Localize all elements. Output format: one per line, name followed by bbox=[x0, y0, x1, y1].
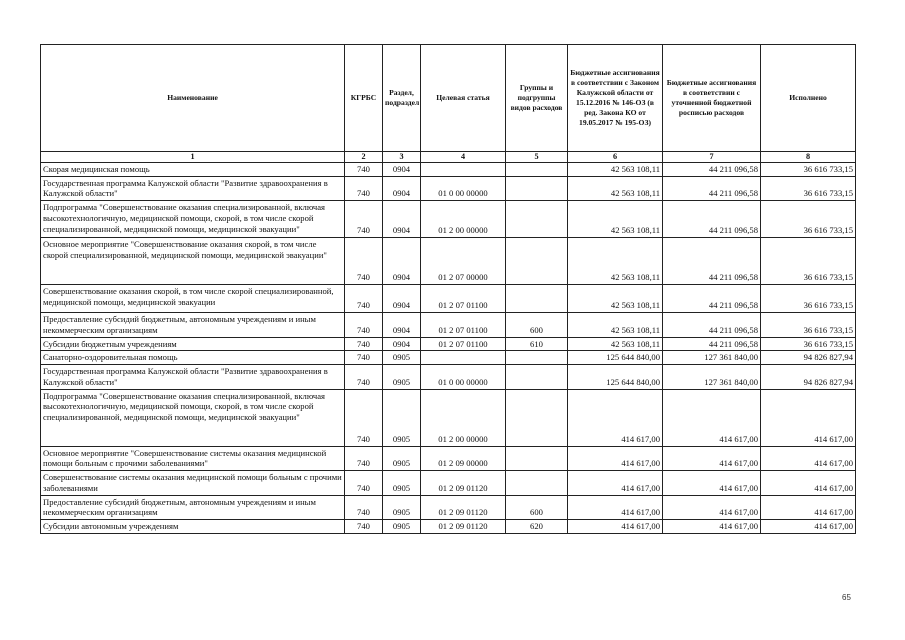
row-kgrbs: 740 bbox=[345, 176, 383, 200]
row-done-amount: 36 616 733,15 bbox=[761, 313, 856, 337]
row-group bbox=[506, 201, 568, 238]
row-law-amount: 42 563 108,11 bbox=[568, 176, 663, 200]
row-kgrbs: 740 bbox=[345, 495, 383, 519]
header-updated: Бюджетные ассигнования в соответствии с уточненной бюджетной росписью расходов bbox=[663, 45, 761, 152]
row-section: 0905 bbox=[383, 520, 421, 534]
row-name: Скорая медицинская помощь bbox=[41, 163, 345, 177]
row-name: Совершенствование оказания скорой, в том числе скорой специализированной, медицинской помощи, медицинской эвакуации bbox=[41, 285, 345, 313]
row-section: 0904 bbox=[383, 163, 421, 177]
row-done-amount: 414 617,00 bbox=[761, 520, 856, 534]
table-row bbox=[41, 471, 856, 495]
table-row bbox=[41, 163, 856, 177]
row-done-amount: 414 617,00 bbox=[761, 495, 856, 519]
row-updated-amount: 414 617,00 bbox=[663, 495, 761, 519]
row-kgrbs: 740 bbox=[345, 337, 383, 351]
row-kgrbs: 740 bbox=[345, 163, 383, 177]
page-number: 65 bbox=[842, 593, 851, 602]
column-number: 4 bbox=[421, 152, 506, 163]
row-section: 0904 bbox=[383, 337, 421, 351]
row-group bbox=[506, 471, 568, 495]
table-row bbox=[41, 238, 856, 285]
column-number: 2 bbox=[345, 152, 383, 163]
row-group bbox=[506, 285, 568, 313]
row-updated-amount: 127 361 840,00 bbox=[663, 351, 761, 365]
row-name: Субсидии автономным учреждениям bbox=[41, 520, 345, 534]
table-row bbox=[41, 389, 856, 446]
row-section: 0905 bbox=[383, 446, 421, 470]
column-number-row bbox=[41, 152, 856, 163]
header-section: Раздел, подраздел bbox=[383, 45, 421, 152]
row-done-amount: 414 617,00 bbox=[761, 446, 856, 470]
column-number: 3 bbox=[383, 152, 421, 163]
column-number: 1 bbox=[41, 152, 345, 163]
row-done-amount: 36 616 733,15 bbox=[761, 238, 856, 285]
column-number: 7 bbox=[663, 152, 761, 163]
row-law-amount: 414 617,00 bbox=[568, 471, 663, 495]
header-done: Исполнено bbox=[761, 45, 856, 152]
row-updated-amount: 414 617,00 bbox=[663, 446, 761, 470]
row-section: 0905 bbox=[383, 351, 421, 365]
row-target bbox=[421, 351, 506, 365]
row-done-amount: 36 616 733,15 bbox=[761, 337, 856, 351]
header-groups: Группы и подгруппы видов расходов bbox=[506, 45, 568, 152]
row-target: 01 0 00 00000 bbox=[421, 176, 506, 200]
table-row bbox=[41, 176, 856, 200]
row-done-amount: 36 616 733,15 bbox=[761, 176, 856, 200]
row-kgrbs: 740 bbox=[345, 313, 383, 337]
row-section: 0904 bbox=[383, 201, 421, 238]
table-row bbox=[41, 351, 856, 365]
row-done-amount: 36 616 733,15 bbox=[761, 285, 856, 313]
row-group bbox=[506, 176, 568, 200]
row-law-amount: 125 644 840,00 bbox=[568, 351, 663, 365]
row-kgrbs: 740 bbox=[345, 471, 383, 495]
row-target: 01 0 00 00000 bbox=[421, 365, 506, 389]
row-group: 600 bbox=[506, 313, 568, 337]
row-done-amount: 414 617,00 bbox=[761, 471, 856, 495]
row-target: 01 2 09 01120 bbox=[421, 495, 506, 519]
table-row bbox=[41, 495, 856, 519]
row-updated-amount: 44 211 096,58 bbox=[663, 238, 761, 285]
row-kgrbs: 740 bbox=[345, 446, 383, 470]
row-updated-amount: 44 211 096,58 bbox=[663, 176, 761, 200]
row-group: 610 bbox=[506, 337, 568, 351]
row-name: Совершенствование системы оказания медицинской помощи больным с прочими заболеваниями bbox=[41, 471, 345, 495]
row-law-amount: 42 563 108,11 bbox=[568, 163, 663, 177]
row-kgrbs: 740 bbox=[345, 520, 383, 534]
row-target: 01 2 07 01100 bbox=[421, 313, 506, 337]
row-name: Основное мероприятие "Совершенствование оказания скорой, в том числе скорой специализированной, медицинской помощи, медицинской эвакуации" bbox=[41, 238, 345, 285]
row-name: Основное мероприятие "Совершенствование системы оказания медицинской помощи больным с прочими заболеваниями" bbox=[41, 446, 345, 470]
header-name: Наименование bbox=[41, 45, 345, 152]
table-row bbox=[41, 365, 856, 389]
row-target: 01 2 09 01120 bbox=[421, 520, 506, 534]
row-target: 01 2 07 01100 bbox=[421, 337, 506, 351]
row-updated-amount: 44 211 096,58 bbox=[663, 285, 761, 313]
row-name: Санаторно-оздоровительная помощь bbox=[41, 351, 345, 365]
row-name: Государственная программа Калужской области "Развитие здравоохранения в Калужской области" bbox=[41, 365, 345, 389]
row-group bbox=[506, 351, 568, 365]
row-law-amount: 42 563 108,11 bbox=[568, 238, 663, 285]
row-section: 0905 bbox=[383, 389, 421, 446]
row-name: Субсидии бюджетным учреждениям bbox=[41, 337, 345, 351]
table-row bbox=[41, 201, 856, 238]
row-target: 01 2 00 00000 bbox=[421, 201, 506, 238]
column-number: 5 bbox=[506, 152, 568, 163]
row-updated-amount: 127 361 840,00 bbox=[663, 365, 761, 389]
row-kgrbs: 740 bbox=[345, 238, 383, 285]
row-law-amount: 42 563 108,11 bbox=[568, 313, 663, 337]
row-group bbox=[506, 238, 568, 285]
row-group bbox=[506, 446, 568, 470]
table-row bbox=[41, 520, 856, 534]
row-law-amount: 414 617,00 bbox=[568, 389, 663, 446]
row-done-amount: 94 826 827,94 bbox=[761, 365, 856, 389]
row-updated-amount: 414 617,00 bbox=[663, 471, 761, 495]
row-law-amount: 42 563 108,11 bbox=[568, 337, 663, 351]
table-row bbox=[41, 313, 856, 337]
header-target: Целевая статья bbox=[421, 45, 506, 152]
table-row bbox=[41, 446, 856, 470]
row-group bbox=[506, 163, 568, 177]
row-section: 0905 bbox=[383, 365, 421, 389]
row-done-amount: 36 616 733,15 bbox=[761, 201, 856, 238]
row-kgrbs: 740 bbox=[345, 389, 383, 446]
table-row bbox=[41, 337, 856, 351]
row-done-amount: 36 616 733,15 bbox=[761, 163, 856, 177]
row-done-amount: 414 617,00 bbox=[761, 389, 856, 446]
row-target: 01 2 07 01100 bbox=[421, 285, 506, 313]
row-kgrbs: 740 bbox=[345, 365, 383, 389]
row-law-amount: 414 617,00 bbox=[568, 520, 663, 534]
row-law-amount: 125 644 840,00 bbox=[568, 365, 663, 389]
row-section: 0904 bbox=[383, 313, 421, 337]
row-name: Подпрограмма "Совершенствование оказания специализированной, включая высокотехнологичную, медицинской помощи, скорой, в том числе скорой специализированной, медицинской помощи, медицинской эвакуации" bbox=[41, 389, 345, 446]
table-row bbox=[41, 285, 856, 313]
header-kgrbs: КГРБС bbox=[345, 45, 383, 152]
row-section: 0905 bbox=[383, 495, 421, 519]
budget-table bbox=[40, 44, 856, 534]
row-name: Государственная программа Калужской области "Развитие здравоохранения в Калужской области" bbox=[41, 176, 345, 200]
row-group: 620 bbox=[506, 520, 568, 534]
row-done-amount: 94 826 827,94 bbox=[761, 351, 856, 365]
row-section: 0904 bbox=[383, 238, 421, 285]
row-name: Предоставление субсидий бюджетным, автономным учреждениям и иным некоммерческим организациям bbox=[41, 313, 345, 337]
row-law-amount: 414 617,00 bbox=[568, 495, 663, 519]
header-law: Бюджетные ассигнования в соответствии с Законом Калужской области от 15.12.2016 № 146-ОЗ (в ред. Закона КО от 19.05.2017 № 195-ОЗ) bbox=[568, 45, 663, 152]
row-target: 01 2 09 00000 bbox=[421, 446, 506, 470]
row-updated-amount: 44 211 096,58 bbox=[663, 313, 761, 337]
row-name: Предоставление субсидий бюджетным, автономным учреждениям и иным некоммерческим организациям bbox=[41, 495, 345, 519]
row-kgrbs: 740 bbox=[345, 351, 383, 365]
row-group: 600 bbox=[506, 495, 568, 519]
row-target: 01 2 07 00000 bbox=[421, 238, 506, 285]
row-section: 0904 bbox=[383, 176, 421, 200]
row-target bbox=[421, 163, 506, 177]
row-group bbox=[506, 365, 568, 389]
row-name: Подпрограмма "Совершенствование оказания специализированной, включая высокотехнологичную, медицинской помощи, скорой, в том числе скорой специализированной, медицинской помощи, медицинской эвакуации" bbox=[41, 201, 345, 238]
row-kgrbs: 740 bbox=[345, 285, 383, 313]
row-target: 01 2 00 00000 bbox=[421, 389, 506, 446]
row-group bbox=[506, 389, 568, 446]
column-number: 8 bbox=[761, 152, 856, 163]
row-law-amount: 42 563 108,11 bbox=[568, 285, 663, 313]
row-updated-amount: 44 211 096,58 bbox=[663, 163, 761, 177]
row-section: 0904 bbox=[383, 285, 421, 313]
row-law-amount: 414 617,00 bbox=[568, 446, 663, 470]
row-updated-amount: 44 211 096,58 bbox=[663, 337, 761, 351]
header-row bbox=[41, 45, 856, 152]
row-updated-amount: 44 211 096,58 bbox=[663, 201, 761, 238]
row-updated-amount: 414 617,00 bbox=[663, 389, 761, 446]
row-section: 0905 bbox=[383, 471, 421, 495]
row-kgrbs: 740 bbox=[345, 201, 383, 238]
row-updated-amount: 414 617,00 bbox=[663, 520, 761, 534]
table-body bbox=[41, 163, 856, 534]
row-law-amount: 42 563 108,11 bbox=[568, 201, 663, 238]
row-target: 01 2 09 01120 bbox=[421, 471, 506, 495]
column-number: 6 bbox=[568, 152, 663, 163]
